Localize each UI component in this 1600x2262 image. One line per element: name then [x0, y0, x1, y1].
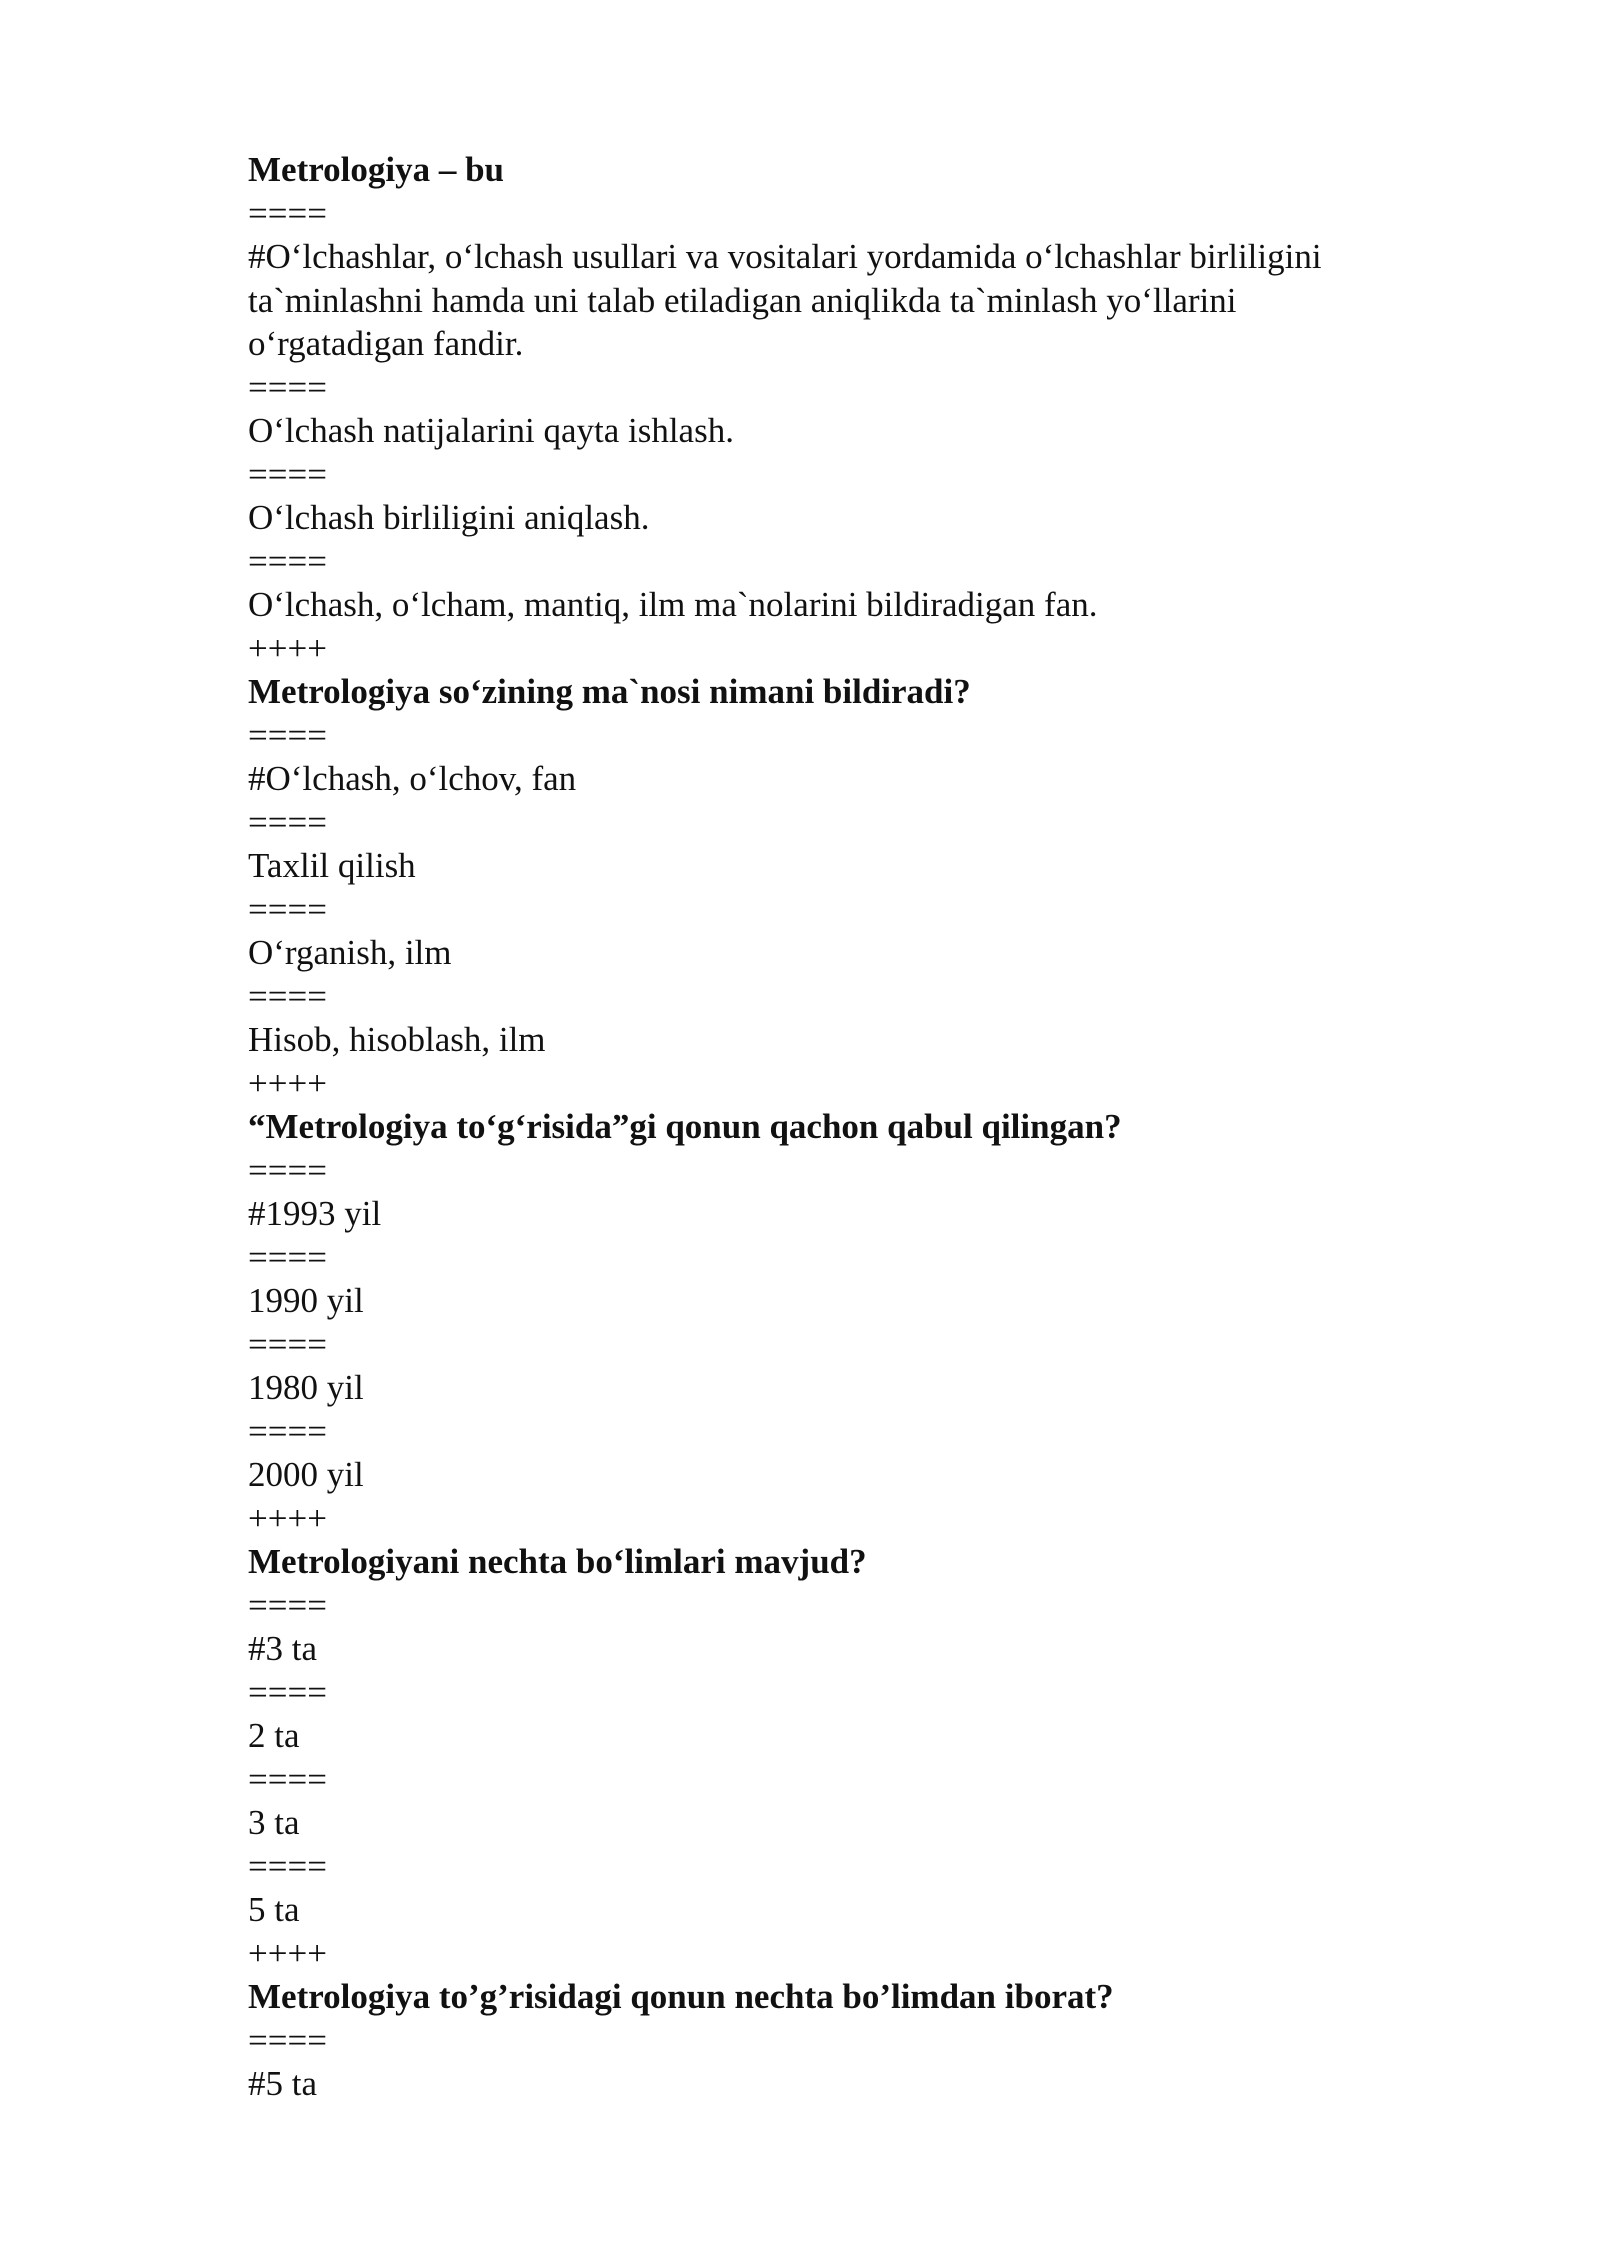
option-separator: ====: [248, 1585, 327, 1625]
question-3-text: “Metrologiya to‘g‘risida”gi qonun qachon qabul qilingan?: [248, 1107, 1122, 1146]
option-separator: ====: [248, 976, 327, 1016]
question-1-text: Metrologiya – bu: [248, 150, 505, 189]
option-separator: ====: [248, 1150, 327, 1190]
question-5-text: Metrologiya to’g’risidagi qonun nechta bo’limdan iborat?: [248, 1977, 1114, 2016]
answer-option: 3 ta: [248, 1803, 300, 1842]
answer-option: 5 ta: [248, 1890, 300, 1929]
answer-option: 1990 yil: [248, 1281, 364, 1320]
answer-option: O‘lchash birliligini aniqlash.: [248, 498, 650, 537]
document-page: [248, 148, 1408, 2106]
answer-option: #1993 yil: [248, 1194, 382, 1233]
question-separator: ++++: [248, 628, 327, 668]
option-separator: ====: [248, 367, 327, 407]
answer-option: O‘lchash, o‘lcham, mantiq, ilm ma`nolarini bildiradigan fan.: [248, 585, 1098, 624]
option-separator: ====: [248, 1237, 327, 1277]
option-separator: ====: [248, 193, 327, 233]
option-separator: ====: [248, 1846, 327, 1886]
answer-option: O‘rganish, ilm: [248, 933, 452, 972]
option-separator: ====: [248, 1411, 327, 1451]
answer-option: #5 ta: [248, 2064, 318, 2103]
question-4-text: Metrologiyani nechta bo‘limlari mavjud?: [248, 1542, 867, 1581]
option-separator: ====: [248, 1759, 327, 1799]
answer-option: #O‘lchash, o‘lchov, fan: [248, 759, 577, 798]
answer-option: 2000 yil: [248, 1455, 364, 1494]
option-separator: ====: [248, 1324, 327, 1364]
answer-option: O‘lchash natijalarini qayta ishlash.: [248, 411, 734, 450]
answer-option: #O‘lchashlar, o‘lchash usullari va vositalari yordamida o‘lchashlar birliligini ta`minlashni hamda uni talab etiladigan aniqlikda ta`minlash yo‘llarini o‘rgatadigan fandir.: [248, 237, 1331, 363]
option-separator: ====: [248, 454, 327, 494]
question-separator: ++++: [248, 1063, 327, 1103]
answer-option: 1980 yil: [248, 1368, 364, 1407]
option-separator: ====: [248, 1672, 327, 1712]
answer-option: Hisob, hisoblash, ilm: [248, 1020, 546, 1059]
question-separator: ++++: [248, 1498, 327, 1538]
option-separator: ====: [248, 802, 327, 842]
answer-option: Taxlil qilish: [248, 846, 416, 885]
option-separator: ====: [248, 541, 327, 581]
answer-option: #3 ta: [248, 1629, 318, 1668]
answer-option: 2 ta: [248, 1716, 300, 1755]
option-separator: ====: [248, 889, 327, 929]
question-2-text: Metrologiya so‘zining ma`nosi nimani bildiradi?: [248, 672, 971, 711]
option-separator: ====: [248, 2020, 327, 2060]
question-separator: ++++: [248, 1933, 327, 1973]
option-separator: ====: [248, 715, 327, 755]
